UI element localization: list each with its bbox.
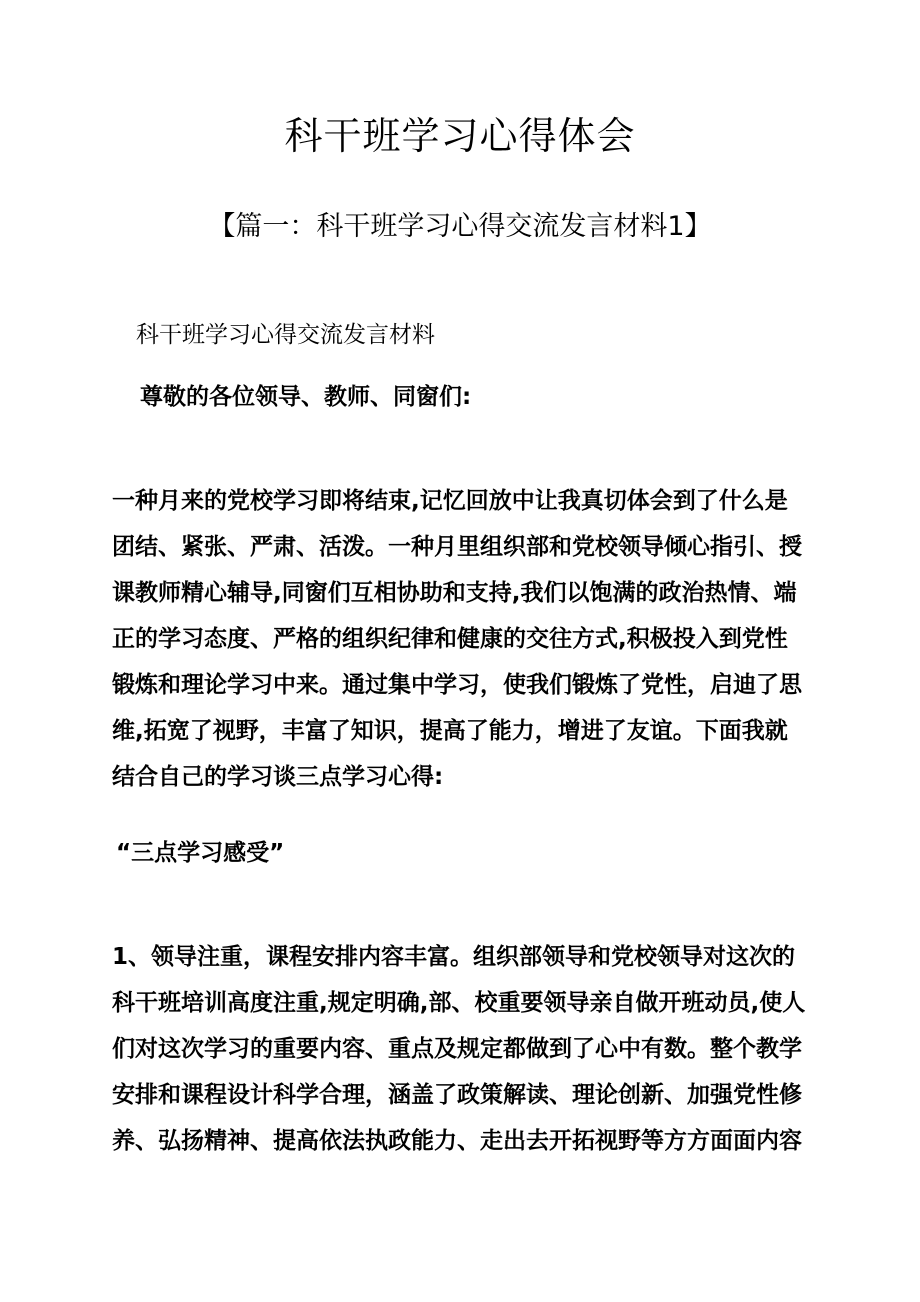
paragraph-line: 养、弘扬精神、提高依法执政能力、走出去开拓视野等方方面面内容 [112,1128,802,1154]
paragraph-line: 科干班培训高度注重,规定明确,部、校重要领导亲自做开班动员,使人 [112,990,806,1016]
paragraph-line: 团结、紧张、严肃、活泼。一种月里组织部和党校领导倾心指引、授 [112,534,802,560]
paragraph-2 [112,934,812,1164]
paragraph-line: 课教师精心辅导,同窗们互相协助和支持,我们以饱满的政治热情、端 [112,580,797,606]
paragraph-line: 结合自己的学习谈三点学习心得: [112,764,444,790]
paragraph-line: 锻炼和理论学习中来。通过集中学习，使我们锻炼了党性，启迪了思 [112,672,802,698]
paragraph-1 [112,478,812,800]
paragraph-line: 正的学习态度、严格的组织纪律和健康的交往方式,积极投入到党性 [112,626,788,652]
paragraph-line: 安排和课程设计科学合理，涵盖了政策解读、理论创新、加强党性修 [112,1082,802,1108]
quote-heading: “三点学习感受” [116,840,285,866]
paragraph-line: 一种月来的党校学习即将结束,记忆回放中让我真切体会到了什么是 [112,488,788,514]
document-title: 科干班学习心得体会 [284,114,636,158]
subtitle: 科干班学习心得交流发言材料 [136,322,435,348]
paragraph-line: 们对这次学习的重要内容、重点及规定都做到了心中有数。整个教学 [112,1036,802,1062]
paragraph-line: 维,拓宽了视野，丰富了知识，提高了能力，增进了友谊。下面我就 [112,718,788,744]
paragraph-line: 1、领导注重，课程安排内容丰富。组织部领导和党校领导对这次的 [112,944,796,970]
greeting: 尊敬的各位领导、教师、同窗们: [140,384,472,410]
section-heading: 【篇一：科干班学习心得交流发言材料1】 [208,211,712,242]
